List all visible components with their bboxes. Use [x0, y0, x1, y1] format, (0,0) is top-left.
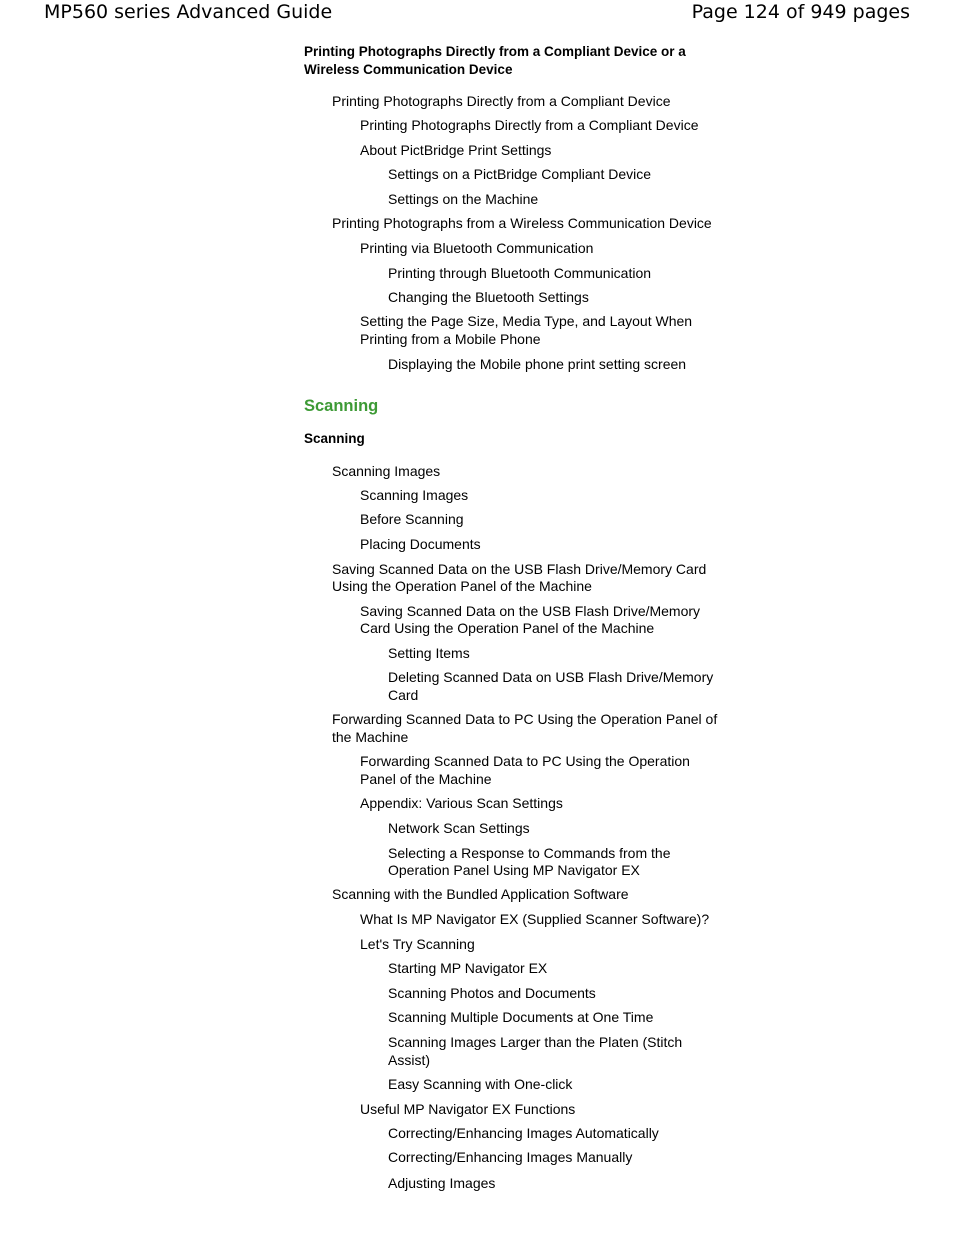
toc-link[interactable]: Before Scanning: [360, 511, 464, 527]
toc-link[interactable]: Let's Try Scanning: [360, 936, 475, 952]
toc-link[interactable]: Scanning Photos and Documents: [388, 985, 596, 1001]
toc-link[interactable]: Scanning Images Larger than the Platen (Stitch: [388, 1034, 683, 1050]
toc-link[interactable]: Operation Panel Using MP Navigator EX: [388, 862, 640, 878]
toc-link[interactable]: Card Using the Operation Panel of the Machine: [360, 620, 655, 636]
toc-link[interactable]: Printing Photographs from a Wireless Communication Device: [332, 215, 712, 231]
toc-link[interactable]: Printing from a Mobile Phone: [360, 331, 541, 347]
toc-link[interactable]: Correcting/Enhancing Images Automatically: [388, 1125, 659, 1141]
toc-link[interactable]: Printing through Bluetooth Communication: [388, 265, 652, 281]
toc-link[interactable]: What Is MP Navigator EX (Supplied Scanner Software)?: [360, 911, 710, 927]
toc-link[interactable]: Placing Documents: [360, 536, 481, 552]
toc-link[interactable]: Panel of the Machine: [360, 771, 492, 787]
toc-heading-scanning: Scanning: [304, 431, 365, 446]
toc-link[interactable]: Printing via Bluetooth Communication: [360, 240, 594, 256]
toc-link[interactable]: Forwarding Scanned Data to PC Using the Operation Panel of: [332, 711, 718, 727]
toc-heading-printing-line1: Printing Photographs Directly from a Compliant Device or a: [304, 44, 686, 59]
section-title-scanning: Scanning: [304, 397, 379, 415]
toc-link[interactable]: Setting Items: [388, 645, 470, 661]
toc-link[interactable]: Displaying the Mobile phone print setting screen: [388, 356, 687, 372]
toc-link[interactable]: Correcting/Enhancing Images Manually: [388, 1149, 633, 1165]
toc-link[interactable]: About PictBridge Print Settings: [360, 142, 552, 158]
toc-link[interactable]: Deleting Scanned Data on USB Flash Drive/Memory: [388, 669, 714, 685]
toc-link[interactable]: Forwarding Scanned Data to PC Using the Operation: [360, 753, 690, 769]
toc-link[interactable]: Scanning with the Bundled Application Software: [332, 886, 629, 902]
toc-link[interactable]: Easy Scanning with One-click: [388, 1076, 573, 1092]
header-page-number: Page 124 of 949 pages: [691, 1, 910, 23]
toc-link[interactable]: Printing Photographs Directly from a Compliant Device: [360, 117, 699, 133]
toc-link[interactable]: Settings on the Machine: [388, 191, 539, 207]
toc-link[interactable]: Settings on a PictBridge Compliant Device: [388, 166, 652, 182]
toc-link[interactable]: Scanning Images: [360, 487, 469, 503]
toc-link[interactable]: Assist): [388, 1052, 430, 1068]
toc-link[interactable]: Printing Photographs Directly from a Compliant Device: [332, 93, 671, 109]
toc-link[interactable]: Saving Scanned Data on the USB Flash Drive/Memory: [360, 603, 701, 619]
toc-link[interactable]: Useful MP Navigator EX Functions: [360, 1101, 576, 1117]
header-document-title: MP560 series Advanced Guide: [44, 1, 333, 23]
toc-link[interactable]: Changing the Bluetooth Settings: [388, 289, 589, 305]
toc-link[interactable]: Using the Operation Panel of the Machine: [332, 578, 592, 594]
toc-link[interactable]: Appendix: Various Scan Settings: [360, 795, 563, 811]
toc-link[interactable]: Scanning Images: [332, 463, 441, 479]
toc-link[interactable]: the Machine: [332, 729, 409, 745]
toc-link[interactable]: Adjusting Images: [388, 1175, 496, 1191]
toc-link[interactable]: Selecting a Response to Commands from the: [388, 845, 671, 861]
toc-link[interactable]: Card: [388, 687, 419, 703]
toc-heading-printing-line2: Wireless Communication Device: [304, 62, 513, 77]
toc-link[interactable]: Starting MP Navigator EX: [388, 960, 548, 976]
toc-link[interactable]: Saving Scanned Data on the USB Flash Drive/Memory Card: [332, 561, 707, 577]
toc-link[interactable]: Setting the Page Size, Media Type, and Layout When: [360, 313, 693, 329]
toc-link[interactable]: Network Scan Settings: [388, 820, 530, 836]
toc-link[interactable]: Scanning Multiple Documents at One Time: [388, 1009, 654, 1025]
